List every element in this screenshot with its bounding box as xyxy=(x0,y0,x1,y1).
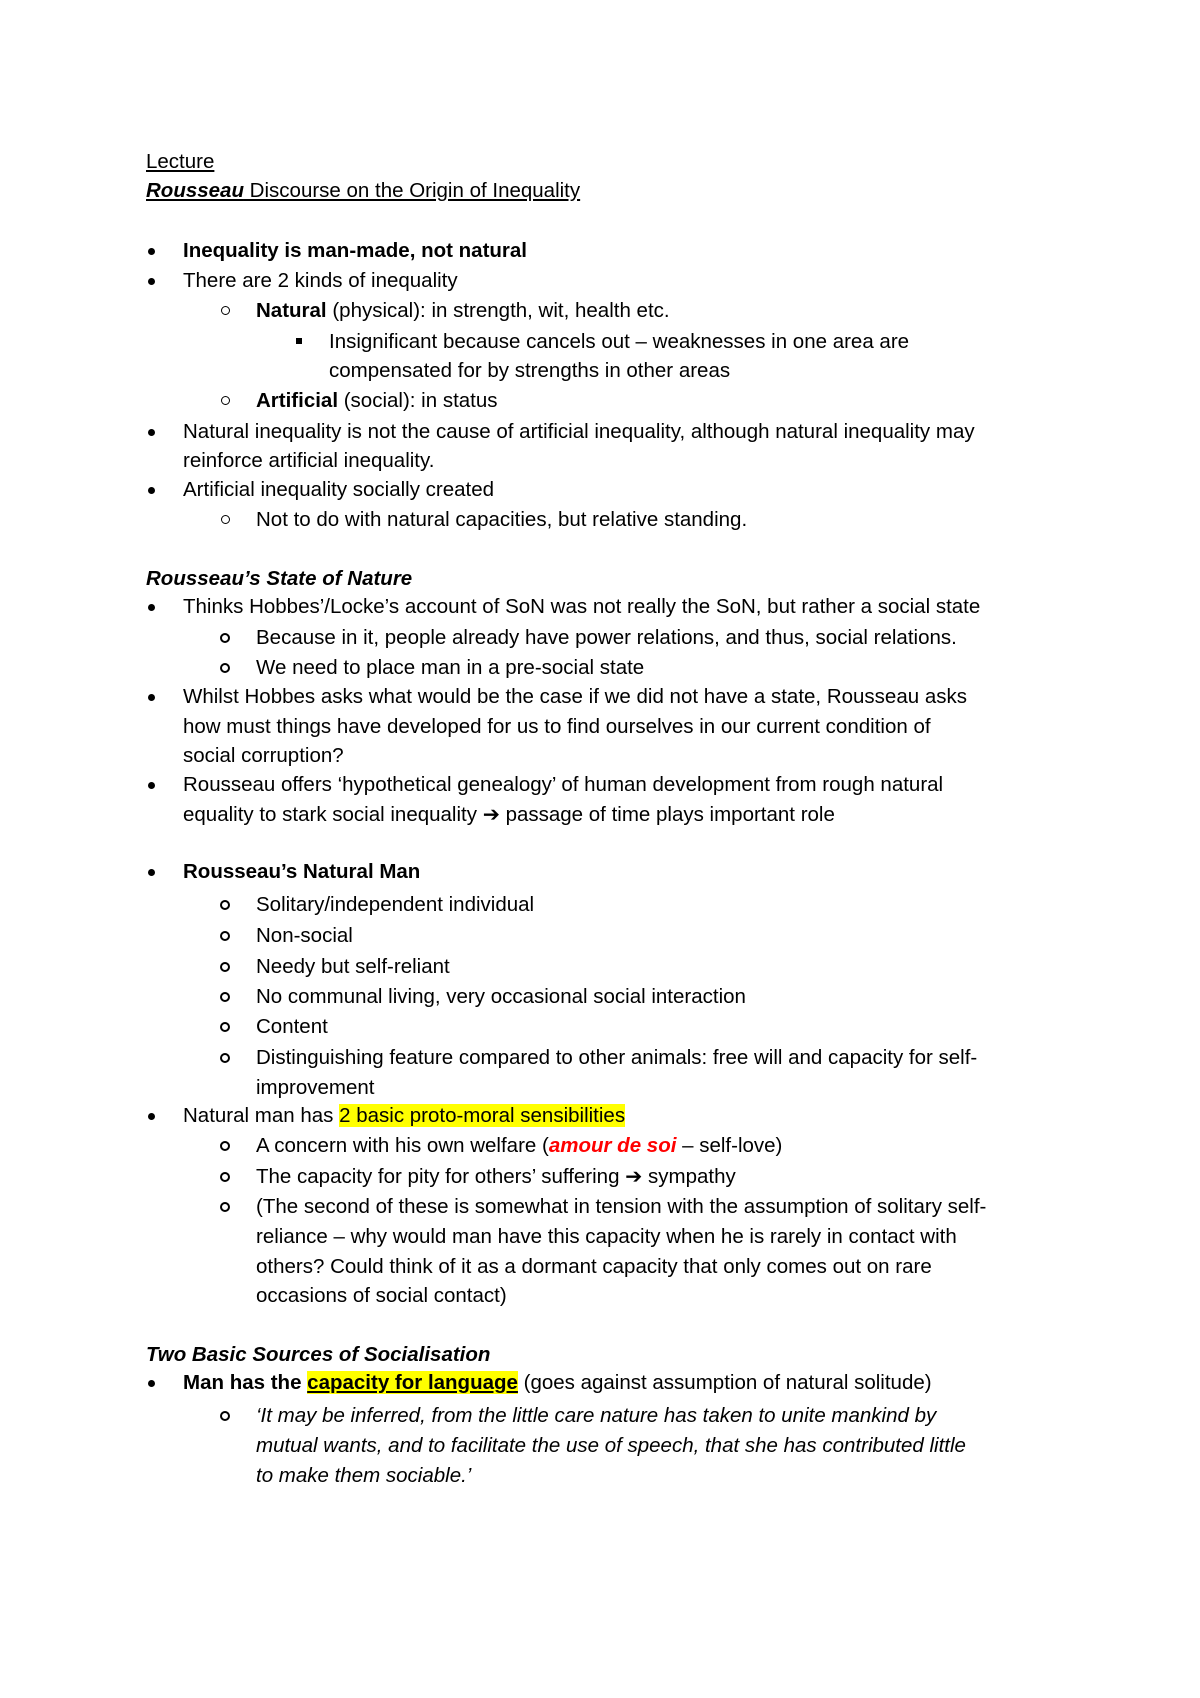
sub-bullet-circle xyxy=(220,1022,230,1032)
bullet-genealogy-2 xyxy=(183,803,835,827)
bullet-dot xyxy=(148,487,155,494)
natural-desc: (physical): in strength, wit, health etc. xyxy=(326,299,670,322)
bullet-natural-not-cause-2: reinforce artificial inequality. xyxy=(183,449,435,472)
section-heading-socialisation: Two Basic Sources of Socialisation xyxy=(146,1343,491,1366)
sub-bullet-artificial xyxy=(256,389,498,413)
sub-bullet-circle xyxy=(220,633,230,643)
natural-man-item: Non-social xyxy=(256,924,353,947)
proto-moral-highlight: 2 basic proto-moral sensibilities xyxy=(339,1104,626,1127)
amour-de-soi-term: amour de soi xyxy=(548,1134,677,1157)
bullet-dot xyxy=(148,278,155,285)
bullet-dot xyxy=(148,869,155,876)
sub-bullet-circle xyxy=(220,1172,230,1182)
language-post: (goes against assumption of natural solitude) xyxy=(517,1371,932,1394)
capacity-for-pity xyxy=(256,1165,736,1189)
bullet-whilst-hobbes-1: Whilst Hobbes asks what would be the case if we did not have a state, Rousseau asks xyxy=(183,685,967,708)
bullet-artificial-social: Artificial inequality socially created xyxy=(183,478,495,501)
sub-bullet-circle xyxy=(220,1141,230,1151)
tension-note-1: (The second of these is somewhat in tension with the assumption of solitary self- xyxy=(256,1195,987,1218)
welfare-post: – self-love) xyxy=(676,1134,783,1157)
bullet-natural-not-cause-1: Natural inequality is not the cause of artificial inequality, although natural inequality may xyxy=(183,420,975,443)
bullet-whilst-hobbes-3: social corruption? xyxy=(183,744,344,767)
welfare-pre: A concern with his own welfare ( xyxy=(256,1134,549,1157)
sub-bullet-circle xyxy=(221,515,230,524)
natural-man-item: No communal living, very occasional social interaction xyxy=(256,985,746,1008)
sub-bullet-circle xyxy=(220,1202,230,1212)
section-heading-state-of-nature: Rousseau’s State of Nature xyxy=(146,567,413,590)
bullet-dot xyxy=(148,1113,155,1120)
bullet-dot xyxy=(148,604,155,611)
bullet-natural-man-heading: Rousseau’s Natural Man xyxy=(183,860,421,883)
sub-bullet-circle xyxy=(220,900,230,910)
bullet-capacity-language xyxy=(183,1371,932,1395)
quote-line-3: to make them sociable.’ xyxy=(256,1464,472,1487)
right-arrow-icon: ➔ xyxy=(625,1165,643,1188)
pity-post: sympathy xyxy=(642,1165,736,1188)
bullet-dot xyxy=(148,694,155,701)
genealogy-text-a: equality to stark social inequality xyxy=(183,803,483,826)
natural-man-item: Content xyxy=(256,1015,328,1038)
sub-bullet-pre-social: We need to place man in a pre-social state xyxy=(256,656,645,679)
distinguishing-feature-2: improvement xyxy=(256,1076,375,1099)
genealogy-text-b: passage of time plays important role xyxy=(499,803,835,826)
bullet-two-kinds: There are 2 kinds of inequality xyxy=(183,269,458,292)
sub-bullet-circle xyxy=(220,931,230,941)
bullet-dot xyxy=(148,248,155,255)
sub-sub-bullet-square xyxy=(296,338,302,344)
artificial-desc: (social): in status xyxy=(338,389,498,412)
sub-bullet-circle xyxy=(220,1053,230,1063)
pity-pre: The capacity for pity for others’ suffering xyxy=(256,1165,626,1188)
insignificant-line-2: compensated for by strengths in other areas xyxy=(329,359,731,382)
bullet-dot xyxy=(148,1380,155,1387)
quote-line-2: mutual wants, and to facilitate the use of speech, that she has contributed little xyxy=(256,1434,966,1457)
quote-line-1: ‘It may be inferred, from the little care nature has taken to unite mankind by xyxy=(256,1404,937,1427)
document-title xyxy=(146,179,580,203)
lecture-label: Lecture xyxy=(146,150,215,173)
tension-note-4: occasions of social contact) xyxy=(256,1284,507,1307)
tension-note-2: reliance – why would man have this capacity when he is rarely in contact with xyxy=(256,1225,957,1248)
sub-bullet-circle xyxy=(220,1411,230,1421)
bullet-inequality-man-made: Inequality is man-made, not natural xyxy=(183,239,528,262)
sub-bullet-power-relations: Because in it, people already have power relations, and thus, social relations. xyxy=(256,626,957,649)
insignificant-line-1: Insignificant because cancels out – weaknesses in one area are xyxy=(329,330,910,353)
bullet-dot xyxy=(148,782,155,789)
tension-note-3: others? Could think of it as a dormant capacity that only comes out on rare xyxy=(256,1255,932,1278)
right-arrow-icon: ➔ xyxy=(482,803,500,826)
artificial-label: Artificial xyxy=(256,389,339,412)
bullet-whilst-hobbes-2: how must things have developed for us to find ourselves in our current condition of xyxy=(183,715,931,738)
title-text: Discourse on the Origin of Inequality xyxy=(243,179,581,202)
sub-bullet-circle xyxy=(220,992,230,1002)
sub-bullet-relative-standing: Not to do with natural capacities, but relative standing. xyxy=(256,508,748,531)
sub-bullet-circle xyxy=(221,396,230,405)
language-pre: Man has the xyxy=(183,1371,308,1394)
bullet-dot xyxy=(148,429,155,436)
distinguishing-feature-1: Distinguishing feature compared to other animals: free will and capacity for self- xyxy=(256,1046,978,1069)
bullet-genealogy-1: Rousseau offers ‘hypothetical genealogy’ of human development from rough natural xyxy=(183,773,944,796)
bullet-hobbes-locke: Thinks Hobbes’/Locke’s account of SoN was not really the SoN, but rather a social state xyxy=(183,595,981,618)
language-highlight: capacity for language xyxy=(307,1371,518,1394)
proto-moral-pre: Natural man has xyxy=(183,1104,340,1127)
natural-man-item: Solitary/independent individual xyxy=(256,893,535,916)
bullet-proto-moral xyxy=(183,1104,625,1128)
title-author: Rousseau xyxy=(146,179,244,202)
sub-bullet-natural xyxy=(256,299,670,323)
sub-bullet-circle xyxy=(220,962,230,972)
natural-label: Natural xyxy=(256,299,327,322)
sub-bullet-circle xyxy=(221,306,230,315)
concern-own-welfare xyxy=(256,1134,782,1158)
sub-bullet-circle xyxy=(220,663,230,673)
natural-man-item: Needy but self-reliant xyxy=(256,955,450,978)
